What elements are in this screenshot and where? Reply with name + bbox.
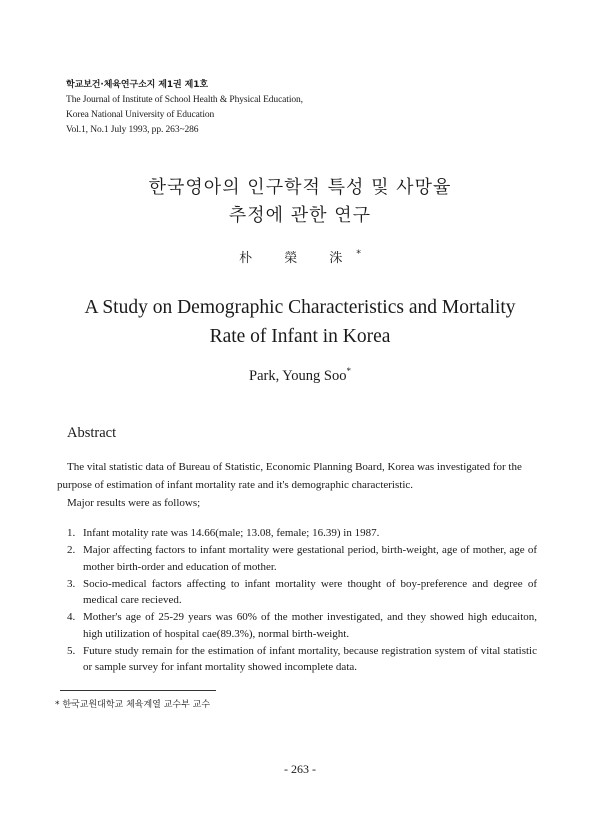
english-title-line-2: Rate of Infant in Korea: [209, 326, 391, 347]
list-item: 4. Mother's age of 25-29 years was 60% of the mother investigated, and they showed high educaiton, high utilization of hospital cae(89.3%), normal birth-weight.: [67, 611, 537, 640]
abstract-line-1: The vital statistic data of Bureau of Statistic, Economic Planning Board, Korea was investigated for the: [67, 461, 522, 473]
journal-korean-title: 학교보건·체육연구소지 제1권 제1호: [66, 80, 209, 90]
english-title: [0, 293, 600, 351]
english-author: [0, 366, 600, 385]
page-number: - 263 -: [284, 762, 316, 776]
journal-header: [66, 78, 303, 138]
author-footnote-mark: *: [356, 249, 361, 260]
abstract-body: [57, 458, 537, 512]
english-author-name: Park, Young Soo: [249, 367, 347, 384]
results-list: [67, 525, 537, 676]
korean-author-name: 朴 榮 洙: [239, 251, 357, 266]
footnote: * 한국교원대학교 체육계열 교수부 교수: [55, 700, 211, 710]
korean-title-line-2: 추정에 관한 연구: [228, 205, 372, 226]
journal-volume-info: Vol.1, No.1 July 1993, pp. 263~286: [66, 125, 199, 135]
journal-english-title: The Journal of Institute of School Health & Physical Education,: [66, 95, 303, 105]
major-results-intro: Major results were as follows;: [67, 497, 201, 509]
list-item: 1. Infant motality rate was 14.66(male; 13.08, female; 16.39) in 1987.: [67, 527, 380, 539]
abstract-line-2: purpose of estimation of infant mortality rate and it's demographic characteristic.: [57, 479, 414, 491]
korean-author: [0, 247, 600, 266]
footnote-divider: [60, 690, 216, 691]
abstract-paragraph: [57, 458, 537, 494]
korean-title: [0, 174, 600, 230]
english-title-line-1: A Study on Demographic Characteristics and Mortality: [84, 297, 516, 318]
english-author-footnote-mark: *: [346, 366, 351, 376]
list-item: 2. Major affecting factors to infant mortality were gestational period, birth-weight, age of mother, age of mother birth-order and education of mother.: [67, 544, 537, 573]
abstract-heading: Abstract: [67, 425, 117, 441]
list-item: 3. Socio-medical factors affecting to infant mortality were thought of boy-preference and degree of medical care recieved.: [67, 577, 537, 606]
korean-title-line-1: 한국영아의 인구학적 특성 및 사망율: [148, 177, 452, 198]
journal-publisher: Korea National University of Education: [66, 110, 215, 120]
list-item: 5. Future study remain for the estimation of infant mortality, because registration system of vital statistic or sample survey for infant mortality showed incomplete data.: [67, 644, 537, 673]
